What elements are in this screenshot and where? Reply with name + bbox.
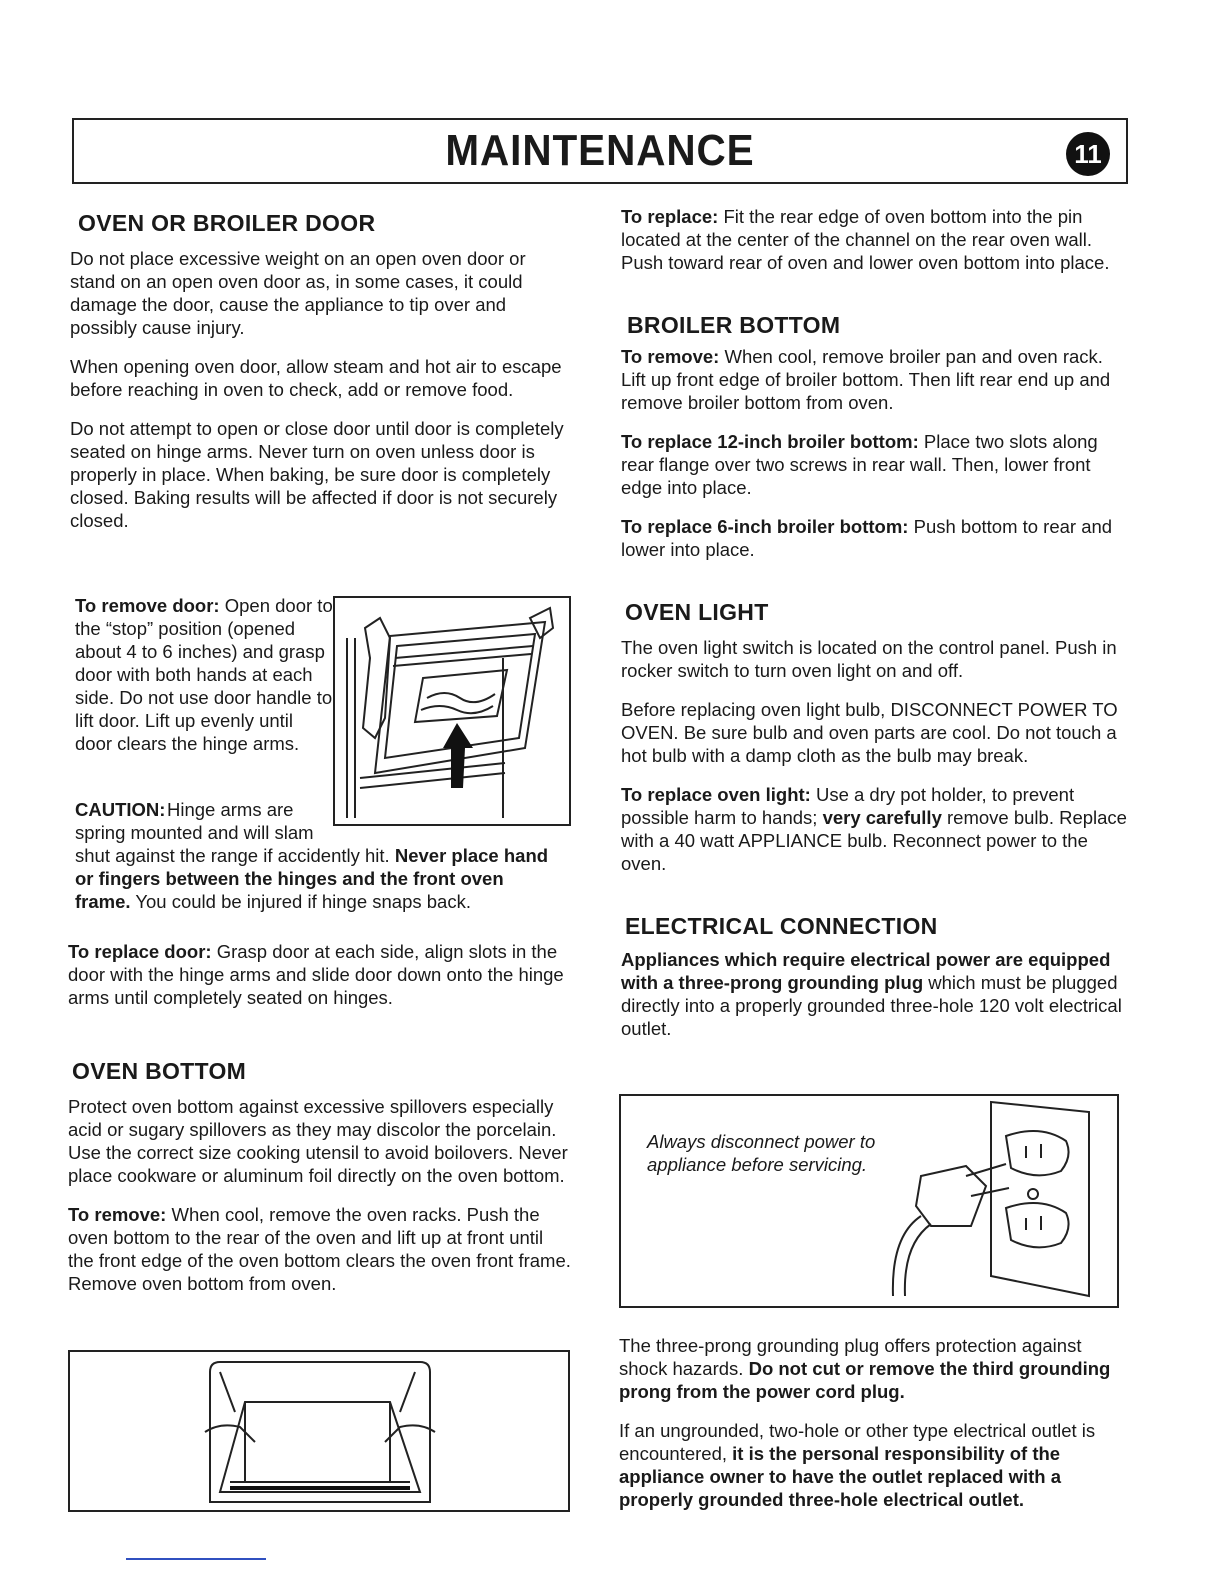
page-title: MAINTENANCE: [445, 126, 755, 175]
oven-door-illustration: [335, 598, 569, 824]
door-removal-figure: [333, 596, 571, 826]
door-paragraph-1: Do not place excessive weight on an open oven door or stand on an open oven door as, in some cases, it could damage the door, cause the appliance to tip over and possibly cause injury.: [70, 248, 526, 338]
caution-line-end: shut against the range if accidently hit. Never place hand or fingers between the hinges and the front oven frame. You could be injured if hinge snaps back.: [75, 845, 549, 912]
plug-outlet-illustration: [621, 1096, 1117, 1306]
oven-light-replace-text-1: Use a dry pot holder, to prevent possible harm to hands;: [621, 784, 1075, 828]
broiler-replace6-text: Push bottom to rear and lower into place.: [621, 516, 1113, 560]
door-section: [70, 212, 575, 548]
electrical-bottom: [619, 1334, 1129, 1527]
oven-light-paragraph-2: Before replacing oven light bulb, DISCONNECT POWER TO OVEN. Be sure bulb and oven parts are cool. Do not touch a hot bulb with a damp cloth as the bulb may break.: [621, 699, 1118, 766]
oven-bottom-replace-lead: To replace:: [621, 206, 719, 227]
grounding-plug-figure: [619, 1094, 1119, 1308]
caution-lead: CAUTION:: [75, 799, 166, 820]
broiler-remove-text: When cool, remove broiler pan and oven rack. Lift up front edge of broiler bottom. Then lift rear end up and remove broiler bottom from oven.: [621, 346, 1111, 413]
oven-bottom-remove-text: When cool, remove the oven racks. Push the oven bottom to the rear of the oven and lift up at front until the front edge of the oven bottom clears the oven front frame. Remove oven bottom from oven.: [68, 1204, 571, 1294]
oven-bottom-illustration: [70, 1352, 568, 1510]
right-column: [621, 205, 1131, 1056]
door-paragraph-3: Do not attempt to open or close door until door is completely seated on hinge arms. Never turn on oven unless door is properly in place. When baking, be sure door is completely closed. Baking results will be affected if door is not securely closed.: [70, 418, 564, 531]
remove-door-lead: To remove door:: [75, 595, 220, 616]
oven-bottom-replace-text: Fit the rear edge of oven bottom into the pin located at the center of the channel on the rear oven wall. Push toward rear of oven and lower oven bottom into place.: [621, 206, 1110, 273]
replace-door-block: [68, 940, 573, 1025]
broiler-remove-lead: To remove:: [621, 346, 720, 367]
caution-text-2: You could be injured if hinge snaps back.: [135, 891, 471, 912]
remove-door-block: [75, 594, 333, 769]
oven-light-paragraph-1: The oven light switch is located on the control panel. Push in rocker switch to turn oven light on and off.: [621, 637, 1117, 681]
figure-caption: Always disconnect power to appliance before servicing.: [647, 1131, 876, 1175]
oven-light-replace-lead: To replace oven light:: [621, 784, 811, 805]
oven-light-replace-bold: very carefully: [822, 807, 942, 828]
oven-bottom-figure: [68, 1350, 570, 1512]
electrical-p2-text: The three-prong grounding plug offers protection against shock hazards.: [619, 1335, 1082, 1379]
door-paragraph-2: When opening oven door, allow steam and hot air to escape before reaching in oven to check, add or remove food.: [70, 356, 562, 400]
replace-door-lead: To replace door:: [68, 941, 212, 962]
door-heading: OVEN OR BROILER DOOR: [78, 210, 376, 236]
electrical-heading: ELECTRICAL CONNECTION: [625, 913, 938, 939]
oven-bottom-section: [68, 1060, 573, 1311]
caution-full: [75, 798, 555, 913]
electrical-p3-text: If an ungrounded, two-hole or other type electrical outlet is encountered,: [619, 1420, 1096, 1464]
broiler-replace12-text: Place two slots along rear flange over two screws in rear wall. Then, lower front edge into place.: [621, 431, 1098, 498]
title-box: [72, 118, 1128, 184]
electrical-p1-text: which must be plugged directly into a properly grounded three-hole 120 volt electrical outlet.: [621, 972, 1122, 1039]
electrical-p2-bold: Do not cut or remove the third grounding prong from the power cord plug.: [619, 1358, 1111, 1402]
broiler-replace12-lead: To replace 12-inch broiler bottom:: [621, 431, 919, 452]
caution-line-start: Hinge arms are spring mounted and will slam: [75, 799, 314, 843]
broiler-heading: BROILER BOTTOM: [627, 312, 841, 338]
oven-bottom-heading: OVEN BOTTOM: [72, 1058, 247, 1084]
oven-light-replace-text-2: remove bulb. Replace with a 40 watt APPLIANCE bulb. Reconnect power to the oven.: [621, 807, 1127, 874]
footer-rule: [126, 1558, 266, 1560]
oven-bottom-paragraph: Protect oven bottom against excessive spillovers especially acid or sugary spillovers as they may discolor the porcelain. Use the correct size cooking utensil to avoid boilovers. Never place cookware or aluminum foil directly on the oven bottom.: [68, 1096, 568, 1186]
oven-bottom-remove-lead: To remove:: [68, 1204, 167, 1225]
page-number-badge: 11: [1066, 132, 1110, 176]
caution-bold: Never place hand or fingers between the hinges and the front oven frame.: [75, 845, 549, 912]
replace-door-text: Grasp door at each side, align slots in the door with the hinge arms and slide door down onto the hinge arms until completely seated on hinges.: [68, 941, 564, 1008]
broiler-replace6-lead: To replace 6-inch broiler bottom:: [621, 516, 909, 537]
remove-door-text: Open door to the “stop” position (opened about 4 to 6 inches) and grasp door with both hands at each side. Do not use door handle to lift door. Lift up evenly until door clears the hinge arms.: [75, 595, 333, 754]
electrical-p3-bold: it is the personal responsibility of the appliance owner to have the outlet replaced with a properly grounded three-hole electrical outlet.: [619, 1443, 1062, 1510]
oven-light-heading: OVEN LIGHT: [625, 599, 769, 625]
electrical-p1-bold: Appliances which require electrical power are equipped with a three-prong grounding plug: [621, 949, 1111, 993]
